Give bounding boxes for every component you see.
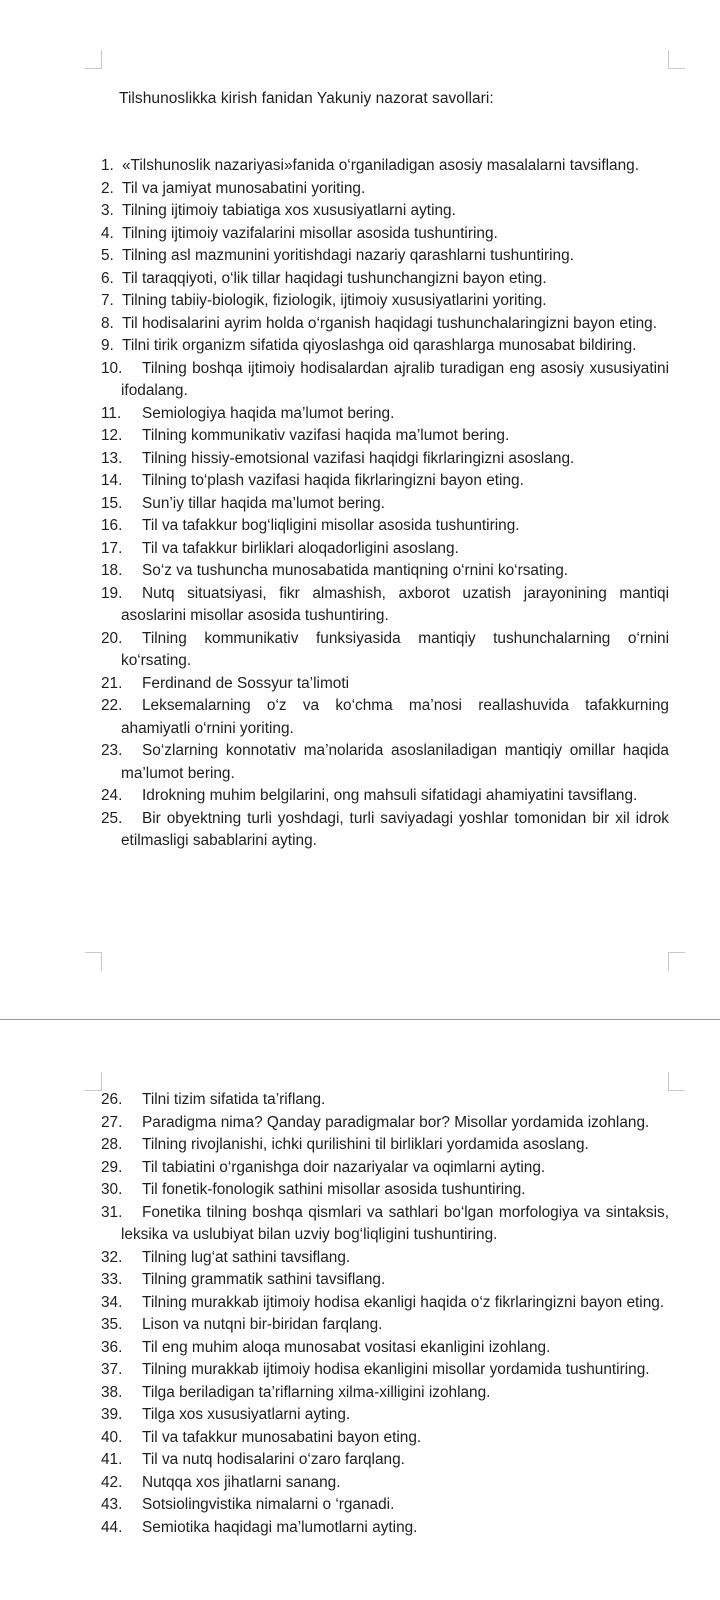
question-number: 7. bbox=[101, 292, 114, 309]
question-text: Tilning rivojlanishi, ichki qurilishini til birliklari yordamida asoslang. bbox=[142, 1136, 589, 1153]
question-text: Tilni tizim sifatida ta’riflang. bbox=[142, 1091, 326, 1108]
question-number: 14. bbox=[101, 472, 123, 489]
question-text: Til tabiatini o‘rganishga doir nazariyalar va oqimlarni ayting. bbox=[142, 1158, 546, 1176]
question-number: 37. bbox=[101, 1361, 123, 1378]
question-item bbox=[101, 1427, 669, 1450]
question-number: 11. bbox=[101, 404, 122, 422]
question-text: Til va tafakkur birliklari aloqadorligini asoslang. bbox=[142, 539, 459, 557]
question-item bbox=[101, 470, 669, 493]
question-item bbox=[101, 448, 669, 471]
question-item bbox=[101, 808, 669, 853]
question-item bbox=[101, 673, 669, 696]
question-text: Til va tafakkur munosabatini bayon eting. bbox=[142, 1428, 422, 1446]
question-text: Nutqqa xos jihatlarni sanang. bbox=[142, 1473, 341, 1491]
question-number: 43. bbox=[101, 1496, 123, 1513]
question-list-page-2 bbox=[101, 1089, 669, 1539]
question-number: 29. bbox=[101, 1158, 123, 1176]
question-text: Tilning ijtimoiy vazifalarini misollar asosida tushuntiring. bbox=[122, 224, 498, 242]
question-number: 20. bbox=[101, 629, 123, 647]
question-item bbox=[101, 538, 669, 561]
page-margin-corner-top-left bbox=[85, 1072, 102, 1091]
question-number: 42. bbox=[101, 1473, 123, 1491]
question-item bbox=[101, 1449, 669, 1472]
question-text: Tilning asl mazmunini yoritishdagi nazariy qarashlarni tushuntiring. bbox=[122, 247, 574, 264]
question-text: Idrokning muhim belgilarini, ong mahsuli sifatidagi ahamiyatini tavsiflang. bbox=[142, 787, 638, 804]
question-item bbox=[101, 1292, 669, 1315]
page-margin-corner-bottom-left bbox=[85, 952, 102, 971]
question-number: 5. bbox=[101, 247, 114, 264]
question-item bbox=[101, 1157, 669, 1180]
page-margin-corner-top-right bbox=[668, 50, 685, 69]
question-text: Tilning kommunikativ funksiyasida mantiqiy tushunchalarning o‘rnini ko‘rsating. bbox=[121, 629, 669, 669]
question-number: 34. bbox=[101, 1293, 123, 1311]
question-number: 23. bbox=[101, 742, 123, 759]
question-text: Semiotika haqidagi ma’lumotlarni ayting. bbox=[142, 1518, 418, 1536]
question-number: 36. bbox=[101, 1338, 123, 1356]
question-text: Nutq situatsiyasi, fikr almashish, axborot uzatish jarayonining mantiqi asoslarini misollar asosida tushuntiring. bbox=[121, 584, 669, 624]
question-text: Sotsiolingvistika nimalarni o ‘rganadi. bbox=[142, 1496, 395, 1513]
question-item bbox=[101, 200, 669, 223]
page-separator bbox=[0, 1019, 720, 1020]
question-item bbox=[101, 155, 669, 178]
question-item bbox=[101, 1472, 669, 1495]
question-number: 15. bbox=[101, 494, 123, 512]
question-number: 6. bbox=[101, 269, 114, 287]
page-margin-corner-bottom-right bbox=[668, 952, 685, 971]
page-margin-corner-top-left bbox=[85, 50, 102, 69]
question-item bbox=[101, 1247, 669, 1270]
question-number: 25. bbox=[101, 809, 123, 827]
question-number: 26. bbox=[101, 1091, 123, 1108]
question-text: Bir obyektning turli yoshdagi, turli saviyadagi yoshlar tomonidan bir xil idrok etilmasligi sabablarini ayting. bbox=[121, 809, 669, 849]
question-text: Tilning boshqa ijtimoiy hodisalardan ajralib turadigan eng asosiy xususiyatini ifodalang. bbox=[121, 359, 669, 399]
question-text: Leksemalarning o‘z va ko‘chma ma’nosi reallashuvida tafakkurning ahamiyatli o‘rnini yoriting. bbox=[121, 697, 669, 737]
question-item bbox=[101, 695, 669, 740]
question-text: «Tilshunoslik nazariyasi»fanida o‘rganiladigan asosiy masalalarni tavsiflang. bbox=[122, 157, 640, 174]
question-number: 38. bbox=[101, 1383, 123, 1401]
question-item bbox=[101, 1382, 669, 1405]
question-number: 33. bbox=[101, 1271, 123, 1288]
page-margin-corner-top-right bbox=[668, 1072, 685, 1091]
question-text: Ferdinand de Sossyur ta’limoti bbox=[142, 674, 350, 692]
question-item bbox=[101, 245, 669, 268]
question-item bbox=[101, 223, 669, 246]
question-item bbox=[101, 1179, 669, 1202]
question-number: 19. bbox=[101, 584, 123, 602]
question-text: Tilning tabiiy-biologik, fiziologik, ijtimoiy xususiyatlarini yoriting. bbox=[122, 292, 547, 309]
question-text: Tilning murakkab ijtimoiy hodisa ekanligi haqida o‘z fikrlaringizni bayon eting. bbox=[142, 1293, 665, 1311]
question-number: 24. bbox=[101, 787, 123, 804]
question-list-page-1 bbox=[101, 155, 669, 853]
question-number: 41. bbox=[101, 1451, 123, 1468]
question-text: Lison va nutqni bir-biridan farqlang. bbox=[142, 1316, 383, 1333]
question-text: So‘zlarning konnotativ ma’nolarida asoslaniladigan mantiqiy omillar haqida ma’lumot bering. bbox=[121, 742, 669, 782]
question-item bbox=[101, 178, 669, 201]
question-number: 17. bbox=[101, 539, 123, 557]
question-number: 27. bbox=[101, 1113, 123, 1131]
question-text: Tilga xos xususiyatlarni ayting. bbox=[142, 1406, 351, 1423]
question-item bbox=[101, 358, 669, 403]
question-item bbox=[101, 1404, 669, 1427]
question-text: So‘z va tushuncha munosabatida mantiqning o‘rnini ko‘rsating. bbox=[142, 562, 569, 579]
question-text: Tilga beriladigan ta’riflarning xilma-xilligini izohlang. bbox=[142, 1383, 491, 1401]
question-item bbox=[101, 1314, 669, 1337]
question-item bbox=[101, 425, 669, 448]
question-item bbox=[101, 1269, 669, 1292]
question-item bbox=[101, 785, 669, 808]
question-text: Tilning grammatik sathini tavsiflang. bbox=[142, 1271, 386, 1288]
question-number: 8. bbox=[101, 314, 114, 332]
question-number: 12. bbox=[101, 427, 123, 444]
question-text: Tilning murakkab ijtimoiy hodisa ekanligini misollar yordamida tushuntiring. bbox=[142, 1361, 650, 1378]
question-number: 1. bbox=[101, 157, 114, 174]
question-number: 18. bbox=[101, 562, 123, 579]
question-number: 32. bbox=[101, 1248, 123, 1266]
question-number: 22. bbox=[101, 697, 123, 714]
question-item bbox=[101, 313, 669, 336]
question-item bbox=[101, 1202, 669, 1247]
question-text: Til va nutq hodisalarini o‘zaro farqlang. bbox=[142, 1451, 405, 1468]
document-page-2 bbox=[0, 1021, 720, 1600]
question-item bbox=[101, 1359, 669, 1382]
question-text: Paradigma nima? Qanday paradigmalar bor? Misollar yordamida izohlang. bbox=[142, 1113, 650, 1131]
question-text: Tilning ijtimoiy tabiatiga xos xususiyatlarni ayting. bbox=[122, 202, 456, 219]
question-number: 3. bbox=[101, 202, 114, 219]
question-number: 28. bbox=[101, 1136, 123, 1153]
question-text: Til va jamiyat munosabatini yoriting. bbox=[122, 179, 366, 197]
question-number: 40. bbox=[101, 1428, 123, 1446]
question-number: 16. bbox=[101, 517, 123, 534]
page-title: Tilshunoslikka kirish fanidan Yakuniy nazorat savollari: bbox=[119, 90, 494, 107]
question-number: 13. bbox=[101, 449, 123, 467]
question-number: 4. bbox=[101, 224, 114, 242]
question-number: 21. bbox=[101, 674, 123, 692]
question-text: Fonetika tilning boshqa qismlari va sathlari bo‘lgan morfologiya va sintaksis, leksika va uslubiyat bilan uzviy bog‘liqligini tushuntiring. bbox=[121, 1203, 669, 1243]
question-item bbox=[101, 628, 669, 673]
question-text: Til eng muhim aloqa munosabat vositasi ekanligini izohlang. bbox=[142, 1338, 551, 1356]
question-item bbox=[101, 515, 669, 538]
question-item bbox=[101, 740, 669, 785]
question-text: Tilning lug‘at sathini tavsiflang. bbox=[142, 1248, 351, 1266]
question-number: 31. bbox=[101, 1203, 123, 1221]
question-text: Tilning to‘plash vazifasi haqida fikrlaringizni bayon eting. bbox=[142, 472, 524, 489]
question-number: 35. bbox=[101, 1316, 123, 1333]
question-text: Til va tafakkur bog‘liqligini misollar asosida tushuntiring. bbox=[142, 517, 520, 534]
question-number: 44. bbox=[101, 1518, 123, 1536]
question-item bbox=[101, 268, 669, 291]
question-item bbox=[101, 560, 669, 583]
question-item bbox=[101, 403, 669, 426]
question-text: Semiologiya haqida ma’lumot bering. bbox=[142, 404, 395, 422]
question-number: 9. bbox=[101, 337, 114, 354]
question-item bbox=[101, 1134, 669, 1157]
question-item bbox=[101, 493, 669, 516]
question-item bbox=[101, 583, 669, 628]
question-text: Tilning kommunikativ vazifasi haqida ma’lumot bering. bbox=[142, 427, 510, 444]
question-number: 30. bbox=[101, 1181, 123, 1198]
question-text: Sun’iy tillar haqida ma’lumot bering. bbox=[142, 494, 385, 512]
question-item bbox=[101, 1517, 669, 1540]
question-number: 39. bbox=[101, 1406, 123, 1423]
question-item bbox=[101, 1337, 669, 1360]
question-item bbox=[101, 335, 669, 358]
question-text: Tilning hissiy-emotsional vazifasi haqidgi fikrlaringizni asoslang. bbox=[142, 449, 575, 467]
question-text: Tilni tirik organizm sifatida qiyoslashga oid qarashlarga munosabat bildiring. bbox=[122, 337, 637, 354]
question-item bbox=[101, 1089, 669, 1112]
question-item bbox=[101, 290, 669, 313]
question-number: 2. bbox=[101, 179, 114, 197]
question-item bbox=[101, 1112, 669, 1135]
question-text: Til fonetik-fonologik sathini misollar asosida tushuntiring. bbox=[142, 1181, 526, 1198]
question-text: Til hodisalarini ayrim holda o‘rganish haqidagi tushunchalaringizni bayon eting. bbox=[122, 314, 658, 332]
question-item bbox=[101, 1494, 669, 1517]
question-number: 10. bbox=[101, 359, 123, 377]
question-text: Til taraqqiyoti, o‘lik tillar haqidagi tushunchangizni bayon eting. bbox=[122, 269, 547, 287]
